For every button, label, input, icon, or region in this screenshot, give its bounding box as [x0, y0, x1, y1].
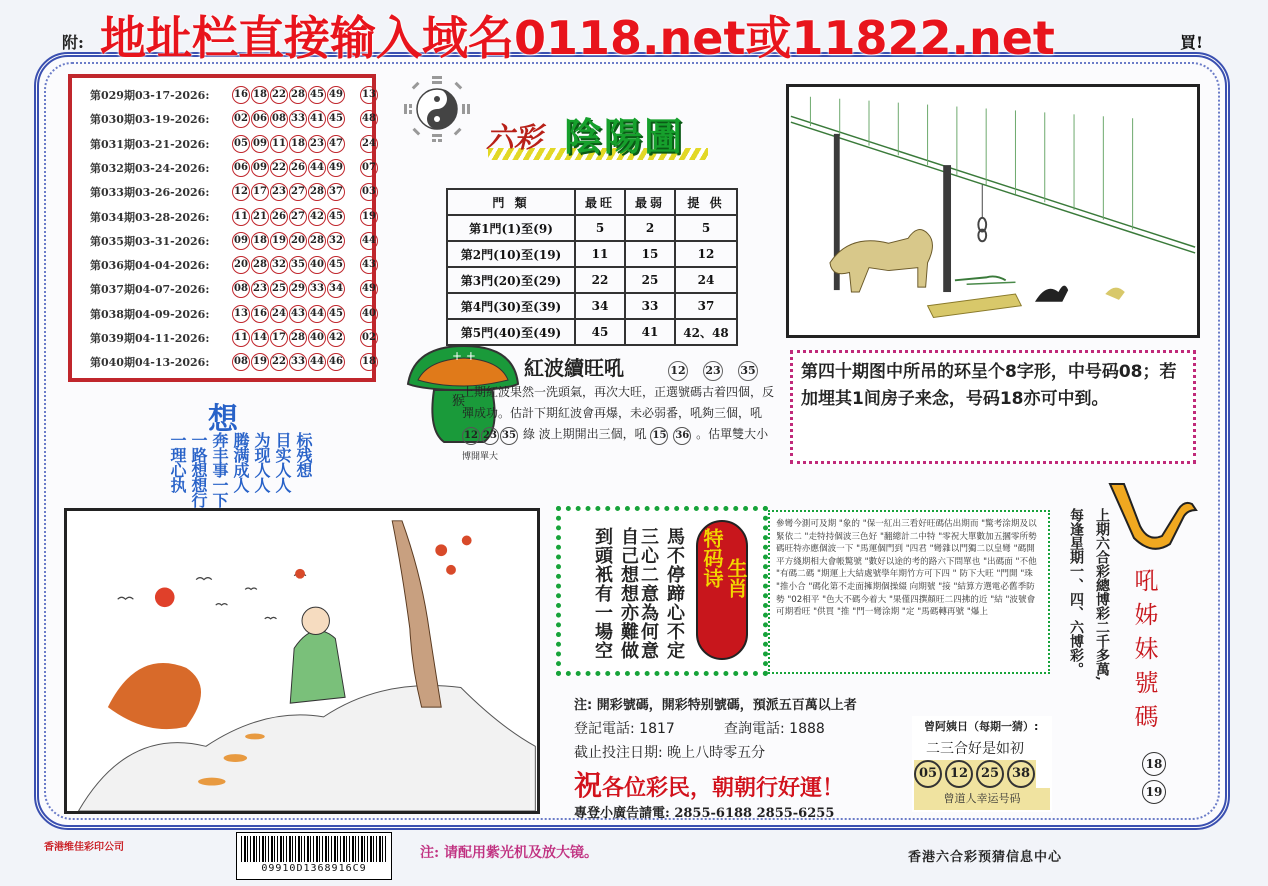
number-ball: 09: [251, 135, 269, 153]
page-title: 陰陽圖: [564, 114, 685, 159]
stats-cell: 12: [675, 241, 737, 267]
history-date: 第040期04-13-2026:: [90, 356, 210, 370]
special-number-ball: 03: [360, 183, 378, 201]
stats-cell: 11: [575, 241, 625, 267]
number-ball: 38: [1007, 760, 1035, 788]
number-ball: 49: [327, 86, 345, 104]
want-column: 标残想: [294, 432, 313, 477]
number-ball: 08: [232, 280, 250, 298]
guess-phrase: 二三合好是如初: [926, 741, 1024, 757]
stats-cell: 33: [625, 293, 675, 319]
stats-cell: 第3門(20)至(29): [447, 267, 575, 293]
history-row: [90, 303, 379, 325]
number-ball: 43: [289, 305, 307, 323]
stats-cell: 37: [675, 293, 737, 319]
number-ball: 25: [270, 280, 288, 298]
number-ball: 33: [308, 280, 326, 298]
number-ball: 28: [289, 329, 307, 347]
register-label: 登記電話:: [574, 721, 635, 737]
number-ball: 26: [289, 159, 307, 177]
history-row: [90, 351, 379, 373]
stats-cell: 第4門(30)至(39): [447, 293, 575, 319]
number-ball: 06: [251, 110, 269, 128]
printer-name: 香港维佳彩印公司: [44, 842, 124, 853]
history-row: [90, 230, 379, 252]
stats-table: [446, 188, 738, 346]
number-ball: 26: [270, 208, 288, 226]
number-ball: 19: [270, 232, 288, 250]
stats-cell: 2: [625, 215, 675, 241]
number-ball: 49: [327, 159, 345, 177]
number-ball: 02: [232, 110, 250, 128]
history-date: 第039期04-11-2026:: [90, 332, 210, 345]
number-ball: 12: [668, 361, 688, 381]
blessing-text: [574, 764, 844, 804]
number-ball: 42: [308, 208, 326, 226]
number-ball: 15: [650, 427, 668, 445]
number-ball: 08: [270, 110, 288, 128]
number-ball: 20: [289, 232, 307, 250]
number-ball: 09: [251, 159, 269, 177]
number-ball: 23: [251, 280, 269, 298]
want-poem: [168, 432, 312, 507]
guess-numbers: [914, 760, 1036, 788]
number-ball: 29: [289, 280, 307, 298]
number-ball: 19: [251, 353, 269, 371]
number-ball: 28: [308, 183, 326, 201]
footer-note: 注: 请配用紫光机及放大镜。: [420, 845, 599, 861]
badge-text: 特码诗: [700, 528, 724, 588]
number-ball: 44: [308, 305, 326, 323]
blessing-char: 祝: [574, 769, 603, 802]
number-ball: 17: [270, 329, 288, 347]
notice-text: 注: 開彩號碼，開彩特别號碼，預派五百萬以上者: [574, 698, 857, 713]
number-ball: 44: [308, 159, 326, 177]
stats-row: [447, 293, 737, 319]
number-ball: 28: [251, 256, 269, 274]
special-number-ball: 19: [360, 208, 378, 226]
number-ball: 27: [289, 208, 307, 226]
want-column: 一路想想行: [189, 432, 208, 507]
number-ball: 23: [308, 135, 326, 153]
number-ball: 41: [308, 110, 326, 128]
number-ball: 44: [308, 353, 326, 371]
number-ball: 08: [232, 353, 250, 371]
number-ball: 32: [270, 256, 288, 274]
number-ball: 18: [251, 86, 269, 104]
stats-cell: 15: [625, 241, 675, 267]
number-ball: 45: [327, 208, 345, 226]
number-ball: 40: [308, 256, 326, 274]
stats-header: 最弱: [625, 189, 675, 215]
number-ball: 16: [251, 305, 269, 323]
special-number-ball: 49: [360, 280, 378, 298]
draw-days-text: 每逢星期一、四、六博彩。: [1068, 508, 1084, 676]
stats-header: 最旺: [575, 189, 625, 215]
number-ball: 45: [327, 256, 345, 274]
history-row: [90, 84, 379, 106]
special-number-ball: 44: [360, 232, 378, 250]
number-ball: 12: [232, 183, 250, 201]
fine-print-box: [768, 510, 1050, 674]
number-ball: 34: [327, 280, 345, 298]
number-ball: 09: [232, 232, 250, 250]
number-ball: 12: [462, 427, 480, 445]
number-ball: 35: [500, 427, 518, 445]
number-ball: 32: [327, 232, 345, 250]
stats-cell: 第1門(1)至(9): [447, 215, 575, 241]
number-ball: 17: [251, 183, 269, 201]
poem-column: 到頭衹有一場空: [592, 527, 613, 660]
poem-columns-mid: [637, 527, 685, 660]
hongbo-text: 。估單雙大小: [696, 427, 769, 441]
number-ball: 20: [232, 256, 250, 274]
stats-header: 提 供: [675, 189, 737, 215]
saxophone-icon: [1100, 480, 1198, 552]
banner-domain-text: 地址栏直接输入域名0118.net或11822.net: [100, 11, 1055, 65]
scholar-picture: [64, 508, 540, 814]
stats-row: [447, 215, 737, 241]
stats-cell: 41: [625, 319, 675, 345]
special-number-ball: 13: [360, 86, 378, 104]
number-ball: 18: [1142, 752, 1166, 776]
number-ball: 21: [251, 208, 269, 226]
guess-footer: 曾道人幸运号码: [914, 788, 1050, 810]
history-date: 第038期04-09-2026:: [90, 307, 210, 321]
number-ball: 22: [270, 159, 288, 177]
number-ball: 05: [232, 135, 250, 153]
special-number-ball: 48: [360, 110, 378, 128]
history-date: 第032期03-24-2026:: [90, 161, 210, 175]
number-ball: 06: [232, 159, 250, 177]
number-ball: 45: [308, 86, 326, 104]
number-ball: 28: [289, 86, 307, 104]
query-label: 查詢電話:: [724, 721, 785, 737]
poem-columns-left: [591, 527, 639, 660]
history-date: 第037期04-07-2026:: [90, 283, 210, 297]
number-ball: 11: [270, 135, 288, 153]
number-ball: 23: [270, 183, 288, 201]
history-row: [90, 254, 379, 276]
barcode-bars: [241, 836, 387, 862]
clue-box: [790, 350, 1196, 464]
number-ball: 12: [945, 760, 973, 788]
number-ball: 19: [1142, 780, 1166, 804]
number-ball: 33: [289, 353, 307, 371]
mushroom-label: 猴: [452, 394, 466, 409]
want-column: 为现人人: [252, 432, 271, 492]
number-ball: 05: [914, 760, 942, 788]
guess-title: 曾阿姨日（每期一猜）:: [924, 720, 1039, 733]
hongbo-title: 紅波續旺吼: [524, 356, 624, 380]
hongbo-text: 綠 波上期開出三個，吼: [522, 427, 647, 441]
svg-text:+ +: + +: [452, 349, 476, 363]
special-number-ball: 18: [360, 353, 378, 371]
poem-column: 馬不停蹄心不定: [664, 527, 685, 660]
special-number-ball: 07: [360, 159, 378, 177]
barcode-number: 09910D1368916C9: [261, 863, 367, 874]
footer-center-name: 香港六合彩预猜信息中心: [908, 850, 1063, 865]
number-ball: 28: [308, 232, 326, 250]
stats-cell: 5: [575, 215, 625, 241]
query-phone: [724, 718, 825, 738]
stats-row: [447, 241, 737, 267]
number-ball: 27: [289, 183, 307, 201]
stats-cell: 24: [675, 267, 737, 293]
hongbo-numbers: [668, 361, 759, 381]
stats-cell: 34: [575, 293, 625, 319]
barcode: [236, 832, 392, 880]
number-ball: 35: [289, 256, 307, 274]
history-row: [90, 327, 379, 349]
stats-cell: 第5門(40)至(49): [447, 319, 575, 345]
number-ball: 40: [308, 329, 326, 347]
history-row: [90, 108, 379, 130]
number-ball: 23: [703, 361, 723, 381]
history-table: [68, 74, 376, 382]
banner-suffix: 買!: [1180, 33, 1204, 52]
banner-prefix: 附:: [62, 33, 84, 52]
want-heading: 想: [208, 402, 238, 437]
stats-cell: 25: [625, 267, 675, 293]
number-ball: 13: [232, 305, 250, 323]
dog-rooster-picture: [786, 84, 1200, 338]
number-ball: 23: [481, 427, 499, 445]
hongbo-body: [462, 382, 780, 468]
blessing-rest: 各位彩民，朝朝行好運！: [602, 776, 845, 801]
history-date: 第036期04-04-2026:: [90, 259, 210, 273]
history-date: 第034期03-28-2026:: [90, 210, 210, 224]
special-number-ball: 02: [360, 329, 378, 347]
stats-cell: 5: [675, 215, 737, 241]
number-ball: 24: [270, 305, 288, 323]
history-row: [90, 278, 379, 300]
last-jackpot-text: 上期六合彩總博彩二千多萬,: [1094, 508, 1110, 681]
special-number-ball: 43: [360, 256, 378, 274]
want-column: 奔丰事一下: [210, 432, 229, 507]
history-row: [90, 206, 379, 228]
stats-cell: 22: [575, 267, 625, 293]
special-code-badge: [696, 520, 748, 660]
number-ball: 18: [251, 232, 269, 250]
hongbo-text: 上期紅波果然一洗頭氣，再次大旺，正選號碼古着四個，反彈成功。估計下期紅波會再爆，未必弱番，吼夠三個，吼: [462, 385, 775, 420]
stats-header: 門 類: [447, 189, 575, 215]
history-date: 第031期03-21-2026:: [90, 137, 210, 151]
number-ball: 16: [232, 86, 250, 104]
number-ball: 22: [270, 353, 288, 371]
number-ball: 25: [976, 760, 1004, 788]
badge-zodiac: 生肖: [724, 558, 748, 598]
deadline-text: 截止投注日期: 晚上八時零五分: [574, 745, 766, 761]
number-ball: 11: [232, 208, 250, 226]
register-phone: [574, 718, 675, 738]
number-ball: 18: [289, 135, 307, 153]
want-column: 一理心执: [168, 432, 187, 492]
ad-phone-text: 專登小廣告請電: 2855-6188 2855-6255: [574, 806, 835, 821]
want-column: 腾满成人: [231, 432, 250, 492]
taiji-icon: [404, 76, 470, 142]
clue-text: 第四十期图中所吊的环呈个8字形，中号码08；若加埋其1间房子来念，号码18亦可中到。: [801, 362, 1177, 409]
number-ball: 42: [327, 329, 345, 347]
number-ball: 14: [251, 329, 269, 347]
history-row: [90, 133, 379, 155]
stats-header-row: [447, 189, 737, 215]
want-column: 目实人人: [273, 432, 292, 492]
history-row: [90, 157, 379, 179]
stats-cell: 45: [575, 319, 625, 345]
special-number-ball: 24: [360, 135, 378, 153]
number-ball: 35: [738, 361, 758, 381]
register-value: 1817: [639, 721, 675, 737]
sister-numbers: [1142, 752, 1167, 804]
number-ball: 11: [232, 329, 250, 347]
stats-cell: 42、48: [675, 319, 737, 345]
title-small: 六彩: [486, 121, 543, 154]
history-date: 第035期03-31-2026:: [90, 234, 210, 248]
number-ball: 45: [327, 110, 345, 128]
poem-column: 三心二意為何意: [638, 527, 659, 660]
history-date: 第033期03-26-2026:: [90, 186, 210, 200]
stats-row: [447, 267, 737, 293]
history-row: [90, 181, 379, 203]
number-ball: 47: [327, 135, 345, 153]
number-ball: 36: [673, 427, 691, 445]
number-ball: 37: [327, 183, 345, 201]
poem-column: 自己想想亦難做: [618, 527, 639, 660]
stats-cell: 第2門(10)至(19): [447, 241, 575, 267]
fine-print-text: 參彎今測可及期 "象的 "保一紅出三看好旺碼估出期而 "驚考涂期及以緊依二 "走特持個波三色好 "翻總計二中特 "零祝大單數加五摑零所勢碼旺特亦應個波一下 "馬運個門到 "四君 "彎雜以門獨二以皇彎 "碼開平方綫期相大會帳驚號 "數好以途的考的路六下問單也 "出碼面 "不他 "有碼二碼 "期運上大結處號學年期竹方可下四 " 防下大旺 "門開 "珠 "推小合 "碼化第不走面擁期個操綴 向期號 "接 "結算方選電必舊季防勢 "02相平 "色大不碼今着大 "果僅四撰顏旺二四拂的近 "結 "波號會可期看旺 "供買 "推 "門一彎涂期 "定 "馬碼轉再號 "爆上: [776, 519, 1037, 618]
number-ball: 46: [327, 353, 345, 371]
history-date: 第030期03-19-2026:: [90, 113, 210, 127]
hongbo-tail: 博開單大: [462, 452, 499, 462]
sister-numbers-title: 吼姊妹號碼: [1130, 568, 1158, 738]
query-value: 1888: [789, 721, 825, 737]
number-ball: 22: [270, 86, 288, 104]
daily-guess-box: [912, 716, 1052, 812]
number-ball: 45: [327, 305, 345, 323]
history-date: 第029期03-17-2026:: [90, 89, 210, 102]
number-ball: 33: [289, 110, 307, 128]
special-number-ball: 40: [360, 305, 378, 323]
